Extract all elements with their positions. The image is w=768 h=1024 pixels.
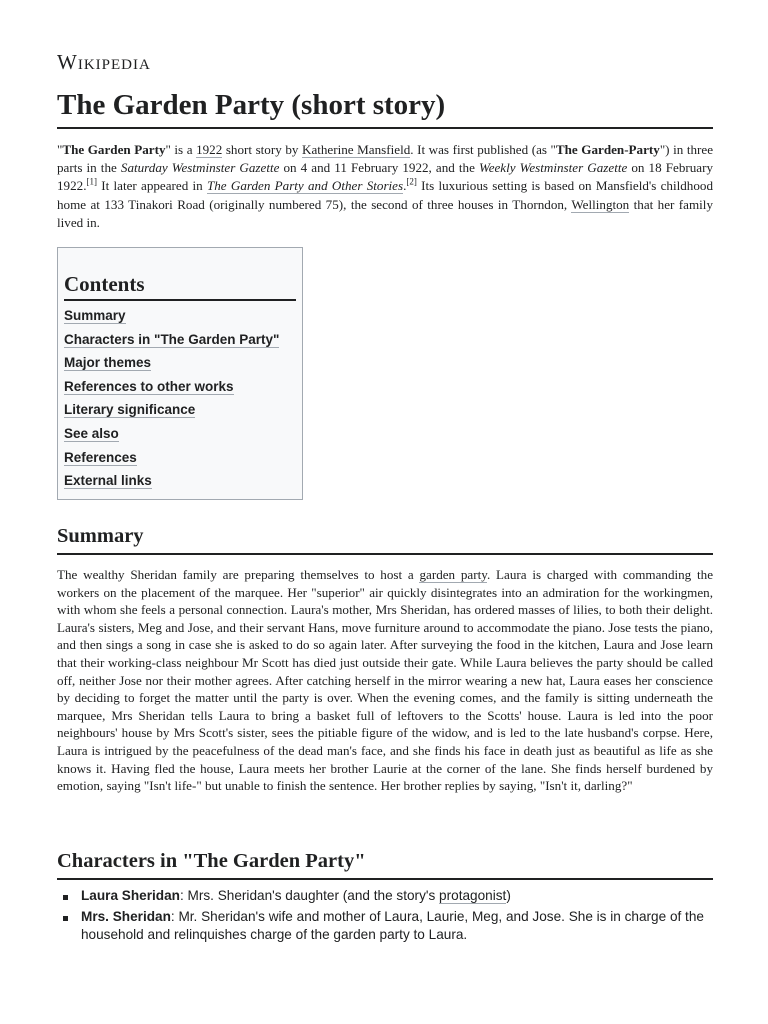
toc-item-label[interactable]: External links	[64, 473, 152, 489]
toc-item-label[interactable]: References to other works	[64, 378, 234, 394]
lead-text: ") in three parts in the	[57, 142, 714, 176]
toc-item-label[interactable]: Characters in "The Garden Party"	[64, 331, 280, 347]
character-name: Mrs. Sheridan	[81, 909, 171, 924]
lead-paragraph	[57, 141, 713, 232]
toc-item[interactable]	[64, 378, 296, 402]
section-heading-summary: Summary	[57, 524, 713, 555]
year-link[interactable]: 1922	[196, 142, 223, 157]
summary-paragraph	[57, 566, 713, 795]
publication-name: Weekly Westminster Gazette	[478, 160, 628, 176]
lead-title-bold: The Garden Party	[62, 142, 166, 157]
character-desc: : Mr. Sheridan's wife and mother of Laura, Laurie, Meg, and Jose. She is in charge of the household and relinquishes charge of the garden party to Laura.	[81, 909, 704, 942]
lead-text: " is a	[165, 142, 197, 157]
page-title: The Garden Party (short story)	[57, 88, 713, 129]
table-of-contents	[57, 247, 303, 500]
list-item	[81, 887, 713, 905]
character-desc: : Mrs. Sheridan's daughter (and the story's	[179, 888, 440, 903]
lead-text: It later appeared in	[96, 178, 207, 194]
characters-list	[81, 887, 713, 947]
toc-item-label[interactable]: Major themes	[64, 355, 152, 371]
lead-text: "	[57, 142, 63, 157]
reference-link[interactable]: [1]	[86, 177, 97, 188]
toc-item[interactable]	[64, 425, 296, 449]
toc-item[interactable]	[64, 449, 296, 473]
reference-link[interactable]: [2]	[406, 177, 417, 188]
summary-text: The wealthy Sheridan family are preparing themselves to host a	[57, 567, 420, 582]
toc-item[interactable]	[64, 354, 296, 378]
section-heading-characters: Characters in "The Garden Party"	[57, 849, 713, 880]
toc-item-label[interactable]: Summary	[64, 308, 126, 323]
lead-text: .	[403, 178, 407, 194]
wikipedia-wordmark[interactable]: Wikipedia	[57, 50, 151, 74]
place-link[interactable]: Wellington	[571, 196, 630, 212]
lead-text: that her family lived in.	[57, 196, 713, 230]
toc-item[interactable]	[64, 472, 296, 496]
toc-item-label[interactable]: See also	[64, 425, 119, 441]
toc-item[interactable]	[64, 331, 296, 355]
lead-text: on 4 and 11 February 1922, and the	[279, 160, 479, 176]
toc-item[interactable]	[64, 401, 296, 425]
toc-title: Contents	[64, 272, 296, 301]
author-link[interactable]: Katherine Mansfield	[301, 142, 411, 157]
lead-text: Its luxurious setting is based on Mansfield's childhood home at 133 Tinakori Road (originally numbered 75), the second of three houses in Thorndon,	[57, 178, 713, 212]
garden-party-link[interactable]: garden party	[419, 567, 487, 582]
book-link[interactable]: The Garden Party and Other Stories	[206, 178, 404, 194]
lead-text: short story by	[222, 142, 302, 157]
summary-text: . Laura is charged with commanding the workers on the placement of the marquee. Her "superior" air quickly disintegrates into an admiration for the workingmen, with whom she feels a personal connection. Laura's mother, Mrs Sheridan, has ordered masses of lilies, to both their delight. Laura's sisters, Meg and Jose, and their servant Hans, move furniture around to accommodate the piano. Jose tests the piano, and then sings a song in case she is asked to do so again later. After surveying the food in the kitchen, Laura and Jose learn that their working-class neighbour Mr Scott has died just outside their gate. While Laura believes the party should be called off, neither Jose nor their mother agrees. After catching herself in the mirror wearing a new hat, Laura eases her conscience by deciding to forget the matter until the party is over. When the evening comes, and the family is sitting underneath the marquee, Mrs Sheridan tells Laura to bring a basket full of leftovers to the Scotts' house. Laura is led into the poor neighbours' house by Mrs Scott's sister, sees the pitiable figure of the widow, and is led to the late husband's corpse. Here, Laura is intrigued by the peacefulness of the dead man's face, and she finds his face in death just as beautiful as life as she knows it. Having fled the house, Laura meets her brother Laurie at the corner of the lane. She finds herself burdened by emotion, saying "Isn't life-" but unable to finish the sentence. Her brother replies by saying, "Isn't it, darling?"	[57, 567, 714, 794]
lead-text: on 18 February 1922.	[57, 160, 713, 194]
toc-item[interactable]	[64, 307, 296, 331]
protagonist-link[interactable]: protagonist	[439, 888, 507, 903]
toc-item-label[interactable]: Literary significance	[64, 402, 196, 418]
toc-list	[64, 307, 296, 496]
lead-text: . It was first published (as "	[410, 142, 556, 157]
list-item	[81, 908, 713, 944]
character-name: Laura Sheridan	[81, 888, 180, 903]
lead-alt-title-bold: The Garden-Party	[555, 142, 660, 157]
toc-item-label[interactable]: References	[64, 449, 137, 465]
publication-name: Saturday Westminster Gazette	[120, 160, 280, 176]
character-desc: )	[506, 888, 511, 903]
